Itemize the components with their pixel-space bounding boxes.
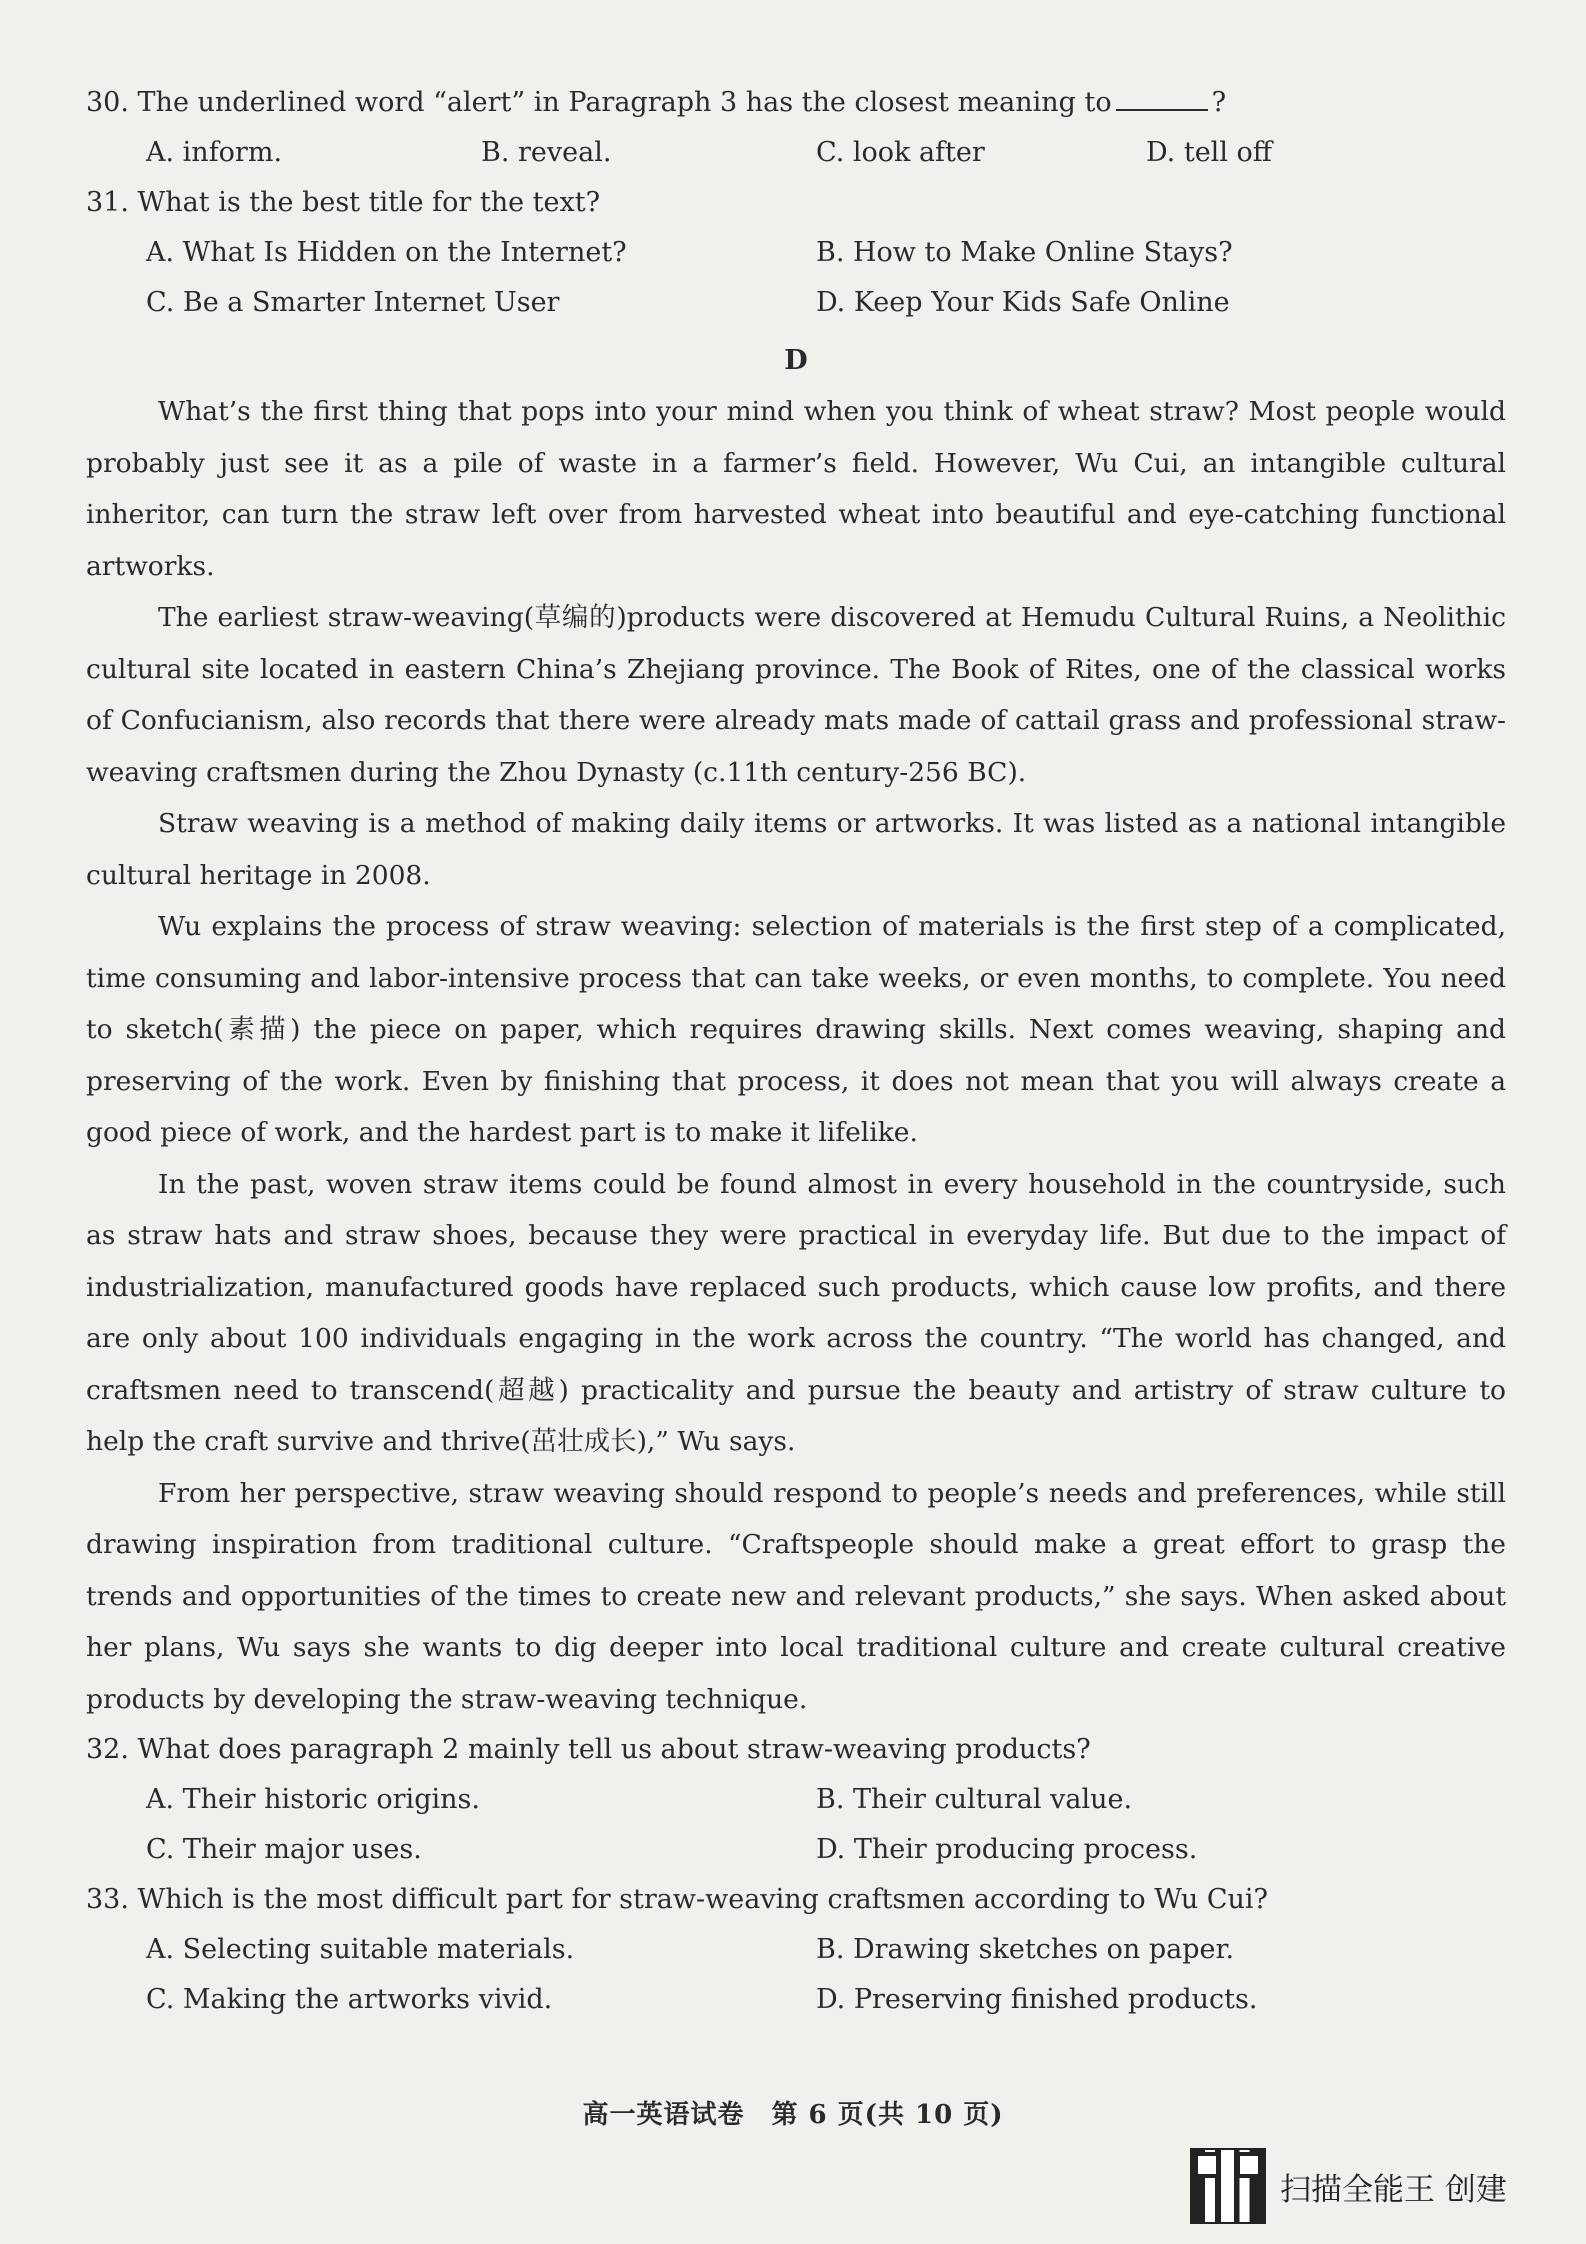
exam-page	[86, 78, 1506, 2025]
section-heading: D	[784, 345, 808, 376]
passage-paragraph-3: Straw weaving is a method of making daily items or artworks. It was listed as a national intangible cultural heritage in 2008.	[86, 808, 1506, 891]
option-32-a: A. Their historic origins.	[146, 1784, 480, 1815]
passage	[86, 386, 1506, 1725]
scanner-label: 扫描全能王 创建	[1280, 2171, 1507, 2208]
question-32-options	[86, 1775, 1506, 1875]
passage-paragraph-2: The earliest straw-weaving(草编的)products were discovered at Hemudu Cultural Ruins, a Neolithic cultural site located in eastern China’s Zhejiang province. The Book of Rites, one of the classical works of Confucianism, also records that there were already mats made of cattail grass and professional straw-weaving craftsmen during the Zhou Dynasty (c.11th century-256 BC).	[86, 602, 1506, 788]
question-30-number: 30.	[86, 87, 129, 118]
option-30-a: A. inform.	[146, 137, 283, 168]
passage-paragraph-1: What’s the first thing that pops into your mind when you think of wheat straw? Most people would probably just see it as a pile of waste in a farmer’s field. However, Wu Cui, an intangible cultural inheritor, can turn the straw left over from harvested wheat into beautiful and eye-catching functional artworks.	[86, 396, 1506, 582]
option-33-d: D. Preserving finished products.	[816, 1984, 1258, 2015]
option-31-a: A. What Is Hidden on the Internet?	[146, 237, 627, 268]
question-30-text: The underlined word “alert” in Paragraph 3 has the closest meaning to	[137, 87, 1112, 118]
option-32-c: C. Their major uses.	[146, 1834, 422, 1865]
option-31-c: C. Be a Smarter Internet User	[146, 287, 560, 318]
option-33-b: B. Drawing sketches on paper.	[816, 1934, 1235, 1965]
option-31-b: B. How to Make Online Stays?	[816, 237, 1233, 268]
question-30-stem	[86, 78, 1506, 128]
question-31-stem: 31. What is the best title for the text?	[86, 187, 601, 218]
passage-paragraph-6: From her perspective, straw weaving should respond to people’s needs and preferences, while still drawing inspiration from traditional culture. “Craftspeople should make a great effort to grasp the trends and opportunities of the times to create new and relevant products,” she says. When asked about her plans, Wu says she wants to dig deeper into local traditional culture and create cultural creative products by developing the straw-weaving technique.	[86, 1477, 1506, 1715]
passage-paragraph-4: Wu explains the process of straw weaving: selection of materials is the first step of a complicated, time consuming and labor-intensive process that can take weeks, or even months, to complete. You need to sketch(素描) the piece on paper, which requires drawing skills. Next comes weaving, shaping and preserving of the work. Even by finishing that process, it does not mean that you will always create a good piece of work, and the hardest part is to make it lifelike.	[86, 911, 1506, 1148]
answer-blank	[1116, 89, 1208, 111]
question-33-stem: 33. Which is the most difficult part for straw-weaving craftsmen according to Wu Cui?	[86, 1884, 1268, 1915]
option-31-d: D. Keep Your Kids Safe Online	[816, 287, 1230, 318]
question-31-options	[86, 228, 1506, 328]
option-30-c: C. look after	[816, 137, 985, 168]
question-33-options	[86, 1925, 1506, 2025]
question-32-stem: 32. What does paragraph 2 mainly tell us about straw-weaving products?	[86, 1734, 1091, 1765]
option-33-c: C. Making the artworks vivid.	[146, 1984, 553, 2015]
qr-code-icon	[1190, 2148, 1266, 2224]
option-32-b: B. Their cultural value.	[816, 1784, 1133, 1815]
option-33-a: A. Selecting suitable materials.	[146, 1934, 575, 1965]
option-30-d: D. tell off	[1146, 137, 1272, 168]
question-30-end: ?	[1211, 87, 1227, 118]
option-30-b: B. reveal.	[481, 137, 612, 168]
passage-paragraph-5: In the past, woven straw items could be found almost in every household in the countryside, such as straw hats and straw shoes, because they were practical in everyday life. But due to the impact of industrialization, manufactured goods have replaced such products, which cause low profits, and there are only about 100 individuals engaging in the work across the country. “The world has changed, and craftsmen need to transcend(超越) practicality and pursue the beauty and artistry of straw culture to help the craft survive and thrive(茁壮成长),” Wu says.	[86, 1168, 1506, 1457]
page-footer: 高一英语试卷 第 6 页(共 10 页)	[582, 2100, 1004, 2130]
option-32-d: D. Their producing process.	[816, 1834, 1198, 1865]
scanner-watermark	[1190, 2148, 1507, 2224]
question-30-options	[86, 128, 1506, 178]
